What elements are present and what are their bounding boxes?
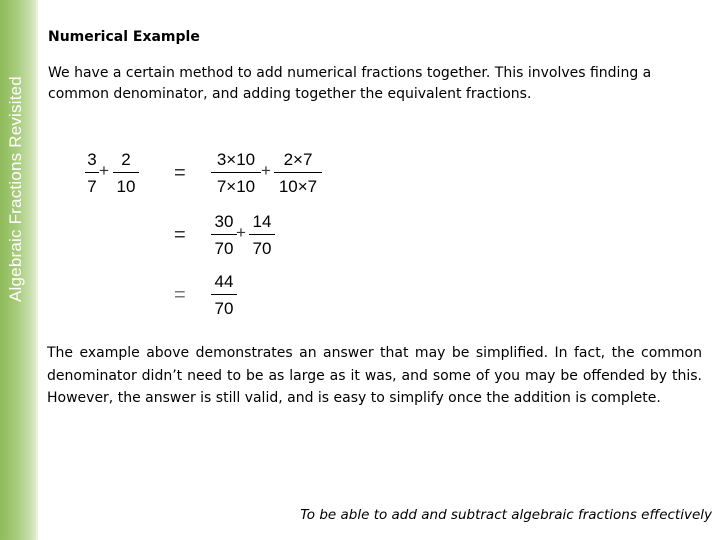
fraction-bar [211, 234, 237, 235]
fraction-numerator: 30 [214, 212, 234, 231]
fraction-bar [113, 172, 139, 173]
explanation-paragraph: The example above demonstrates an answer that may be simplified. In fact, the common denominator didn’t need to be as large as it was, and some of you may be offended by this. However, the answer is still valid, and is easy to simplify once the addition is complete. [47, 345, 702, 406]
equals-sign: = [174, 162, 186, 184]
fraction-numerator: 3×10 [216, 150, 256, 169]
fraction-bar [211, 172, 261, 173]
fraction-bar [211, 294, 237, 295]
fraction-denominator: 70 [214, 239, 234, 258]
slide-heading: Numerical Example [48, 29, 200, 45]
fraction-numerator: 14 [252, 212, 272, 231]
fraction-numerator: 3 [87, 150, 97, 169]
fraction-denominator: 7×10 [216, 177, 256, 196]
sidebar-title: Algebraic Fractions Revisited [6, 76, 25, 302]
fraction-numerator: 44 [214, 272, 234, 291]
fraction-bar [249, 234, 275, 235]
fraction-denominator: 70 [252, 239, 272, 258]
fraction-denominator: 7 [87, 177, 97, 196]
equals-sign: = [174, 224, 186, 246]
fraction-denominator: 10×7 [278, 177, 318, 196]
fraction-numerator: 2×7 [283, 150, 313, 169]
fraction-denominator: 10 [116, 177, 136, 196]
plus-sign: + [99, 161, 109, 180]
plus-sign: + [236, 223, 246, 242]
fraction-numerator: 2 [121, 150, 131, 169]
learning-objective: To be able to add and subtract algebraic fractions effectively [300, 507, 712, 523]
fraction-denominator: 70 [214, 299, 234, 318]
intro-text: We have a certain method to add numerical fractions together. This involves finding a common denominator, and adding together the equivalent fractions. [48, 65, 652, 102]
plus-sign: + [261, 161, 271, 180]
fraction-bar [85, 172, 99, 173]
fraction-bar [274, 172, 322, 173]
equals-sign: = [174, 284, 186, 306]
